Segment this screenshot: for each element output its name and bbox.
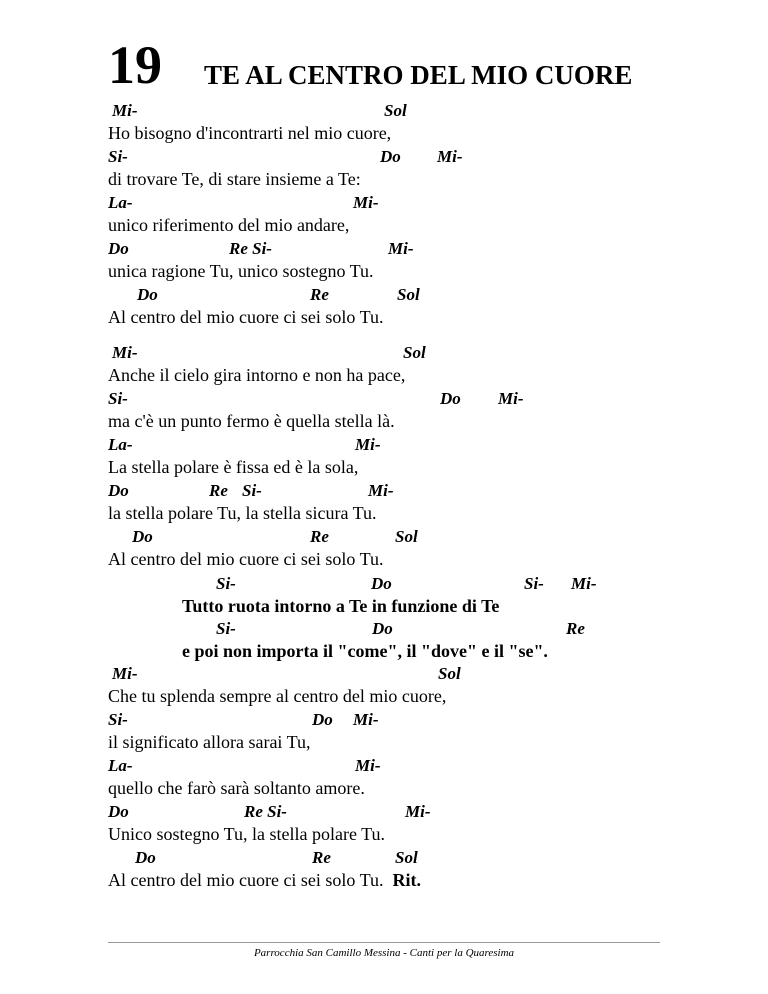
- chord: La-: [108, 435, 133, 454]
- chord: Si-: [108, 389, 128, 408]
- chord: Si-: [216, 574, 236, 593]
- chord: Do: [371, 574, 392, 593]
- refrain-line: Tutto ruota intorno a Te in funzione di Te: [182, 596, 500, 616]
- chord: Sol: [395, 527, 418, 546]
- chord: Re Si-: [244, 802, 287, 821]
- chord: Mi-: [353, 193, 379, 212]
- chord: Si-: [524, 574, 544, 593]
- chord: Do: [108, 481, 129, 500]
- chord: Sol: [397, 285, 420, 304]
- lyric-line: Ho bisogno d'incontrarti nel mio cuore,: [108, 123, 392, 143]
- refrain-line: e poi non importa il "come", il "dove" e il "se".: [182, 641, 548, 661]
- chord: Mi-: [498, 389, 524, 408]
- chord: Do: [380, 147, 401, 166]
- chord: Do: [132, 527, 153, 546]
- lyric-line: unico riferimento del mio andare,: [108, 215, 350, 235]
- lyric-line: Al centro del mio cuore ci sei solo Tu.: [108, 549, 384, 569]
- lyric-line: Al centro del mio cuore ci sei solo Tu.: [108, 307, 384, 327]
- chord: Mi-: [353, 710, 379, 729]
- chord: Do: [440, 389, 461, 408]
- chord: La-: [108, 193, 133, 212]
- footer-rule: [108, 942, 660, 943]
- lyric-line: ma c'è un punto fermo è quella stella là.: [108, 411, 395, 431]
- lyric-line: Anche il cielo gira intorno e non ha pace,: [108, 365, 406, 385]
- chord: Mi-: [112, 101, 138, 120]
- chord: Do: [312, 710, 333, 729]
- chord: Sol: [438, 664, 461, 683]
- chord: Mi-: [355, 435, 381, 454]
- chord: Re Si-: [229, 239, 272, 258]
- chord: Mi-: [368, 481, 394, 500]
- lyric-line: il significato allora sarai Tu,: [108, 732, 311, 752]
- chord: Mi-: [112, 664, 138, 683]
- chord: Mi-: [405, 802, 431, 821]
- lyric-line: di trovare Te, di stare insieme a Te:: [108, 169, 361, 189]
- lyric-line: unica ragione Tu, unico sostegno Tu.: [108, 261, 374, 281]
- lyric-text: Al centro del mio cuore ci sei solo Tu.: [108, 870, 384, 890]
- chord: Do: [108, 802, 129, 821]
- lyric-line: [108, 871, 421, 889]
- chord: Mi-: [388, 239, 414, 258]
- chord: Si-: [216, 619, 236, 638]
- chord: Sol: [403, 343, 426, 362]
- chord: Mi-: [437, 147, 463, 166]
- chord: Mi-: [571, 574, 597, 593]
- chord: Re: [312, 848, 331, 867]
- chord: Do: [135, 848, 156, 867]
- lyric-line: Unico sostegno Tu, la stella polare Tu.: [108, 824, 386, 844]
- chord: Sol: [395, 848, 418, 867]
- lyric-line: la stella polare Tu, la stella sicura Tu.: [108, 503, 377, 523]
- chord: Si-: [242, 481, 262, 500]
- rit-marker: Rit.: [392, 870, 421, 890]
- song-number: 19: [108, 35, 162, 95]
- chord: La-: [108, 756, 133, 775]
- chord: Do: [372, 619, 393, 638]
- chord: Do: [137, 285, 158, 304]
- lyric-line: quello che farò sarà soltanto amore.: [108, 778, 365, 798]
- chord: Re: [310, 285, 329, 304]
- chord: Si-: [108, 147, 128, 166]
- chord: Mi-: [355, 756, 381, 775]
- footer-text: Parrocchia San Camillo Messina - Canti per la Quaresima: [253, 947, 515, 959]
- chord: Si-: [108, 710, 128, 729]
- chord: Sol: [384, 101, 407, 120]
- chord: Re: [310, 527, 329, 546]
- chord: Mi-: [112, 343, 138, 362]
- chord: Re: [566, 619, 585, 638]
- lyric-line: La stella polare è fissa ed è la sola,: [108, 457, 359, 477]
- chord: Do: [108, 239, 129, 258]
- chord: Re: [209, 481, 228, 500]
- lyric-line: Che tu splenda sempre al centro del mio cuore,: [108, 686, 447, 706]
- song-title: TE AL CENTRO DEL MIO CUORE: [204, 60, 633, 90]
